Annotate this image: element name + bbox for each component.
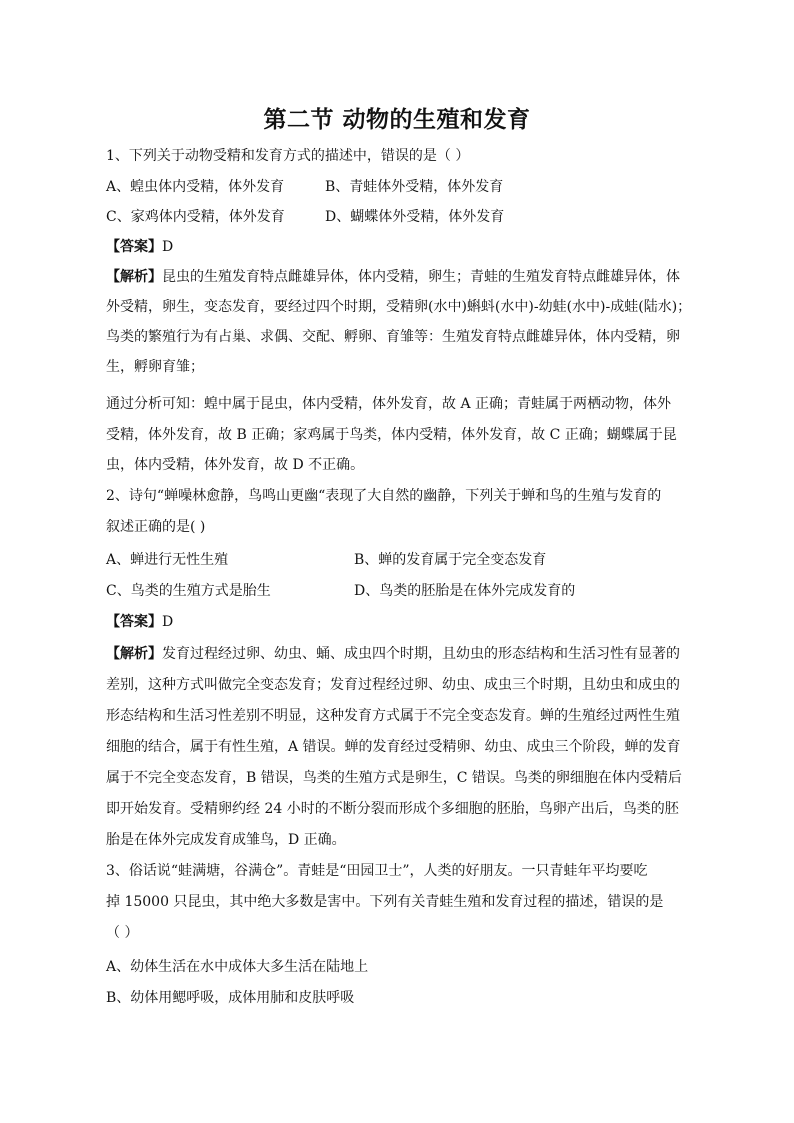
answer-label: 【答案】 [106,239,162,255]
q2-option-c: C、鸟类的生殖方式是胎生 [106,583,271,599]
q1-analysis-line-4: 生，孵卵育雏； [106,359,204,375]
answer-value: D [162,239,174,255]
q1-analysis-line-5: 通过分析可知：蝗中属于昆虫，体内受精，体外发育，故 A 正确；青蛙属于两栖动物，体外 [106,396,672,412]
q1-analysis-line-6: 受精，体外发育，故 B 正确；家鸡属于鸟类，体内受精，体外发育，故 C 正确；蝴蝶属于昆 [106,427,677,443]
q1-answer [106,238,173,256]
q2-stem-line-1: 2、诗句“蝉噪林愈静，鸟鸣山更幽“表现了大自然的幽静，下列关于蝉和鸟的生殖与发育的 [106,488,662,504]
q1-option-d: D、蝴蝶体外受精，体外发育 [325,209,505,225]
answer-value: D [162,614,174,630]
analysis-label: 【解析】 [106,269,162,285]
q1-analysis-line-2: 外受精，卵生，变态发育，要经过四个时期，受精卵(水中)蝌蚪(水中)-幼蛙(水中)-成蛙(陆水)； [106,299,692,315]
q3-stem-line-1: 3、俗话说“蛙满塘，谷满仓”。青蛙是“田园卫士”，人类的好朋友。一只青蛙年平均要吃 [106,863,648,879]
q3-option-b: B、幼体用鳃呼吸，成体用肺和皮肤呼吸 [106,990,355,1006]
q3-stem-line-3: （ ） [106,925,139,941]
analysis-label: 【解析】 [106,646,162,662]
q2-answer [106,613,173,631]
page-title: 第二节 动物的生殖和发育 [263,106,531,133]
q2-option-d: D、鸟类的胚胎是在体外完成发育的 [354,583,576,599]
q2-analysis-line-2: 差别，这种方式叫做完全变态发育；发育过程经过卵、幼虫、成虫三个时期，且幼虫和成虫的 [106,677,680,693]
q2-stem-line-2: 叙述正确的是( ) [106,519,206,535]
q1-stem: 1、下列关于动物受精和发育方式的描述中，错误的是（ ） [106,148,470,164]
answer-label: 【答案】 [106,614,162,630]
q2-option-a: A、蝉进行无性生殖 [106,552,229,568]
q2-option-b: B、蝉的发育属于完全变态发育 [354,552,547,568]
q3-option-a: A、幼体生活在水中成体大多生活在陆地上 [106,959,369,975]
q1-analysis-line-3: 鸟类的繁殖行为有占巢、求偶、交配、孵卵、育雏等：生殖发育特点雌雄异体，体内受精，卵 [106,329,680,345]
analysis-text: 发育过程经过卵、幼虫、蛹、成虫四个时期，且幼虫的形态结构和生活习性有显著的 [162,646,680,662]
q2-analysis-line-7: 胎是在体外完成发育成雏鸟，D 正确。 [106,832,346,848]
q2-analysis-line-1 [106,645,680,663]
q3-stem-line-2: 掉 15000 只昆虫，其中绝大多数是害中。下列有关青蛙生殖和发育过程的描述，错误的是 [106,894,664,910]
q1-analysis-line-7: 虫，体内受精，体外发育，故 D 不正确。 [106,457,365,473]
q1-option-c: C、家鸡体内受精，体外发育 [106,209,285,225]
q1-analysis-line-1 [106,268,680,286]
q2-analysis-line-5: 属于不完全变态发育，B 错误，鸟类的生殖方式是卵生，C 错误。鸟类的卵细胞在体内受精后 [106,770,682,786]
q2-analysis-line-4: 细胞的结合，属于有性生殖，A 错误。蝉的发育经过受精卵、幼虫、成虫三个阶段，蝉的发育 [106,739,681,755]
q2-analysis-line-3: 形态结构和生活习性差别不明显，这种发育方式属于不完全变态发育。蝉的生殖经过两性生殖 [106,708,680,724]
analysis-text: 昆虫的生殖发育特点雌雄异体，体内受精，卵生；青蛙的生殖发育特点雌雄异体，体 [162,269,680,285]
q2-analysis-line-6: 即开始发育。受精卵约经 24 小时的不断分裂而形成个多细胞的胚胎，鸟卵产出后，鸟类的胚 [106,801,679,817]
q1-option-a: A、蝗虫体内受精，体外发育 [106,179,285,195]
q1-option-b: B、青蛙体外受精，体外发育 [325,179,504,195]
